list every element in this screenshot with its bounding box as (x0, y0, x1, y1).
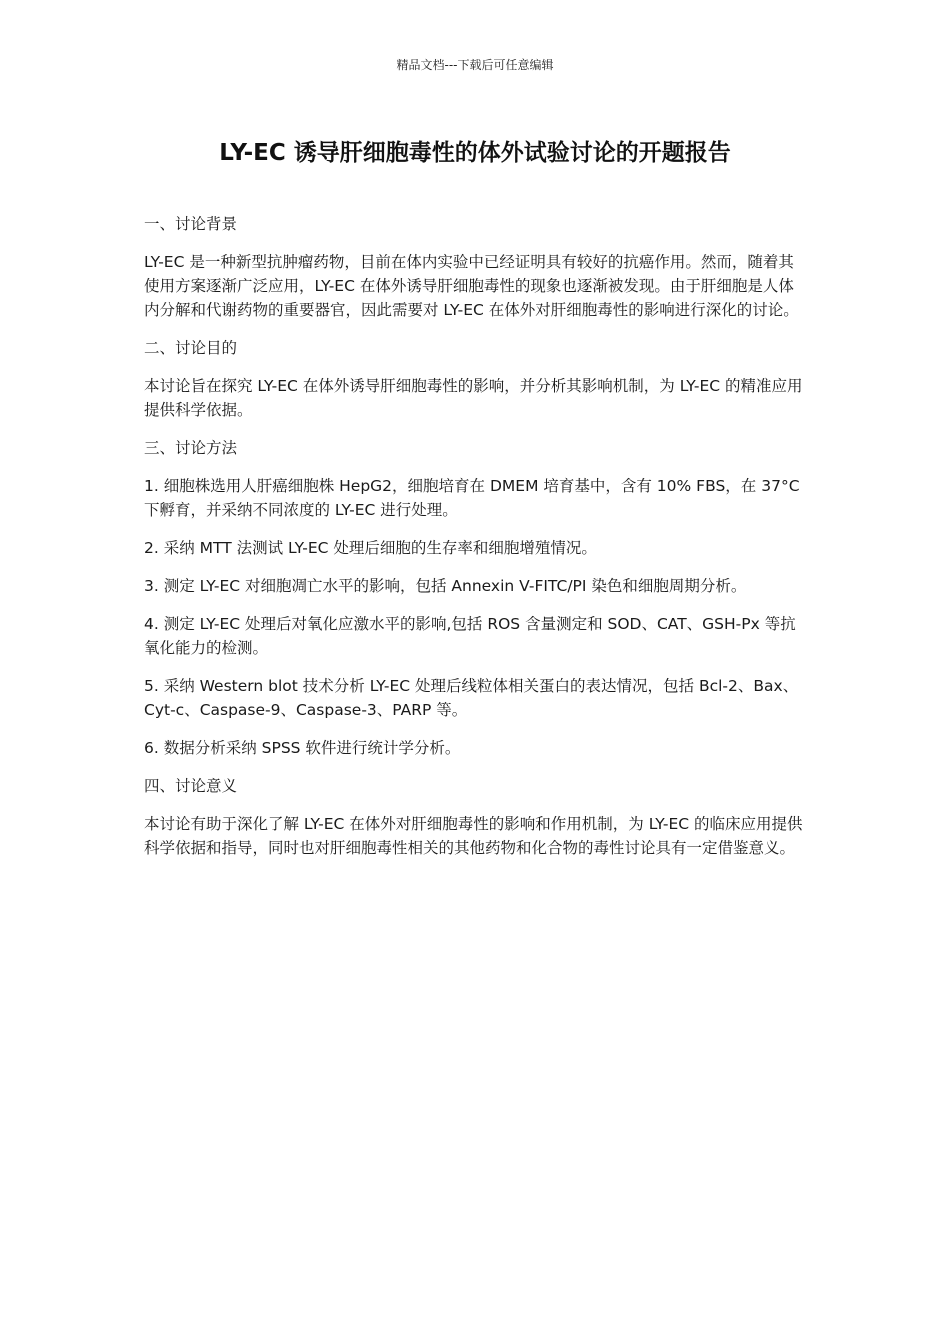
section-heading-methods: 三、讨论方法 (144, 439, 238, 457)
section-body-background: LY-EC 是一种新型抗肿瘤药物，目前在体内实验中已经证明具有较好的抗癌作用。然而，随着其使用方案逐渐广泛应用，LY-EC 在体外诱导肝细胞毒性的现象也逐渐被发现。由于肝细胞是人体内分解和代谢药物的重要器官，因此需要对 LY-EC 在体外对肝细胞毒性的影响进行深化的讨论。 (144, 253, 799, 319)
section-heading-significance: 四、讨论意义 (144, 777, 238, 795)
document-body (144, 212, 806, 874)
method-item-1: 1. 细胞株选用人肝癌细胞株 HepG2，细胞培育在 DMEM 培育基中，含有 10% FBS，在 37°C 下孵育，并采纳不同浓度的 LY-EC 进行处理。 (144, 477, 800, 519)
method-item-5: 5. 采纳 Western blot 技术分析 LY-EC 处理后线粒体相关蛋白的表达情况，包括 Bcl-2、Bax、Cyt-c、Caspase-9、Caspase-3、PARP 等。 (144, 677, 799, 719)
page-header: 精品文档---下载后可任意编辑 (396, 58, 554, 72)
method-item-3: 3. 测定 LY-EC 对细胞凋亡水平的影响，包括 Annexin V-FITC/PI 染色和细胞周期分析。 (144, 577, 747, 595)
method-item-4: 4. 测定 LY-EC 处理后对氧化应激水平的影响,包括 ROS 含量测定和 SOD、CAT、GSH-Px 等抗氧化能力的检测。 (144, 615, 796, 657)
section-heading-background: 一、讨论背景 (144, 215, 238, 233)
method-item-6: 6. 数据分析采纳 SPSS 软件进行统计学分析。 (144, 739, 461, 757)
section-heading-purpose: 二、讨论目的 (144, 339, 238, 357)
method-item-2: 2. 采纳 MTT 法测试 LY-EC 处理后细胞的生存率和细胞增殖情况。 (144, 539, 597, 557)
section-body-purpose: 本讨论旨在探究 LY-EC 在体外诱导肝细胞毒性的影响，并分析其影响机制，为 LY-EC 的精准应用提供科学依据。 (144, 377, 803, 419)
section-body-significance: 本讨论有助于深化了解 LY-EC 在体外对肝细胞毒性的影响和作用机制，为 LY-EC 的临床应用提供科学依据和指导，同时也对肝细胞毒性相关的其他药物和化合物的毒性讨论具有一定借鉴意义。 (144, 815, 803, 857)
document-title: LY-EC 诱导肝细胞毒性的体外试验讨论的开题报告 (219, 140, 731, 166)
